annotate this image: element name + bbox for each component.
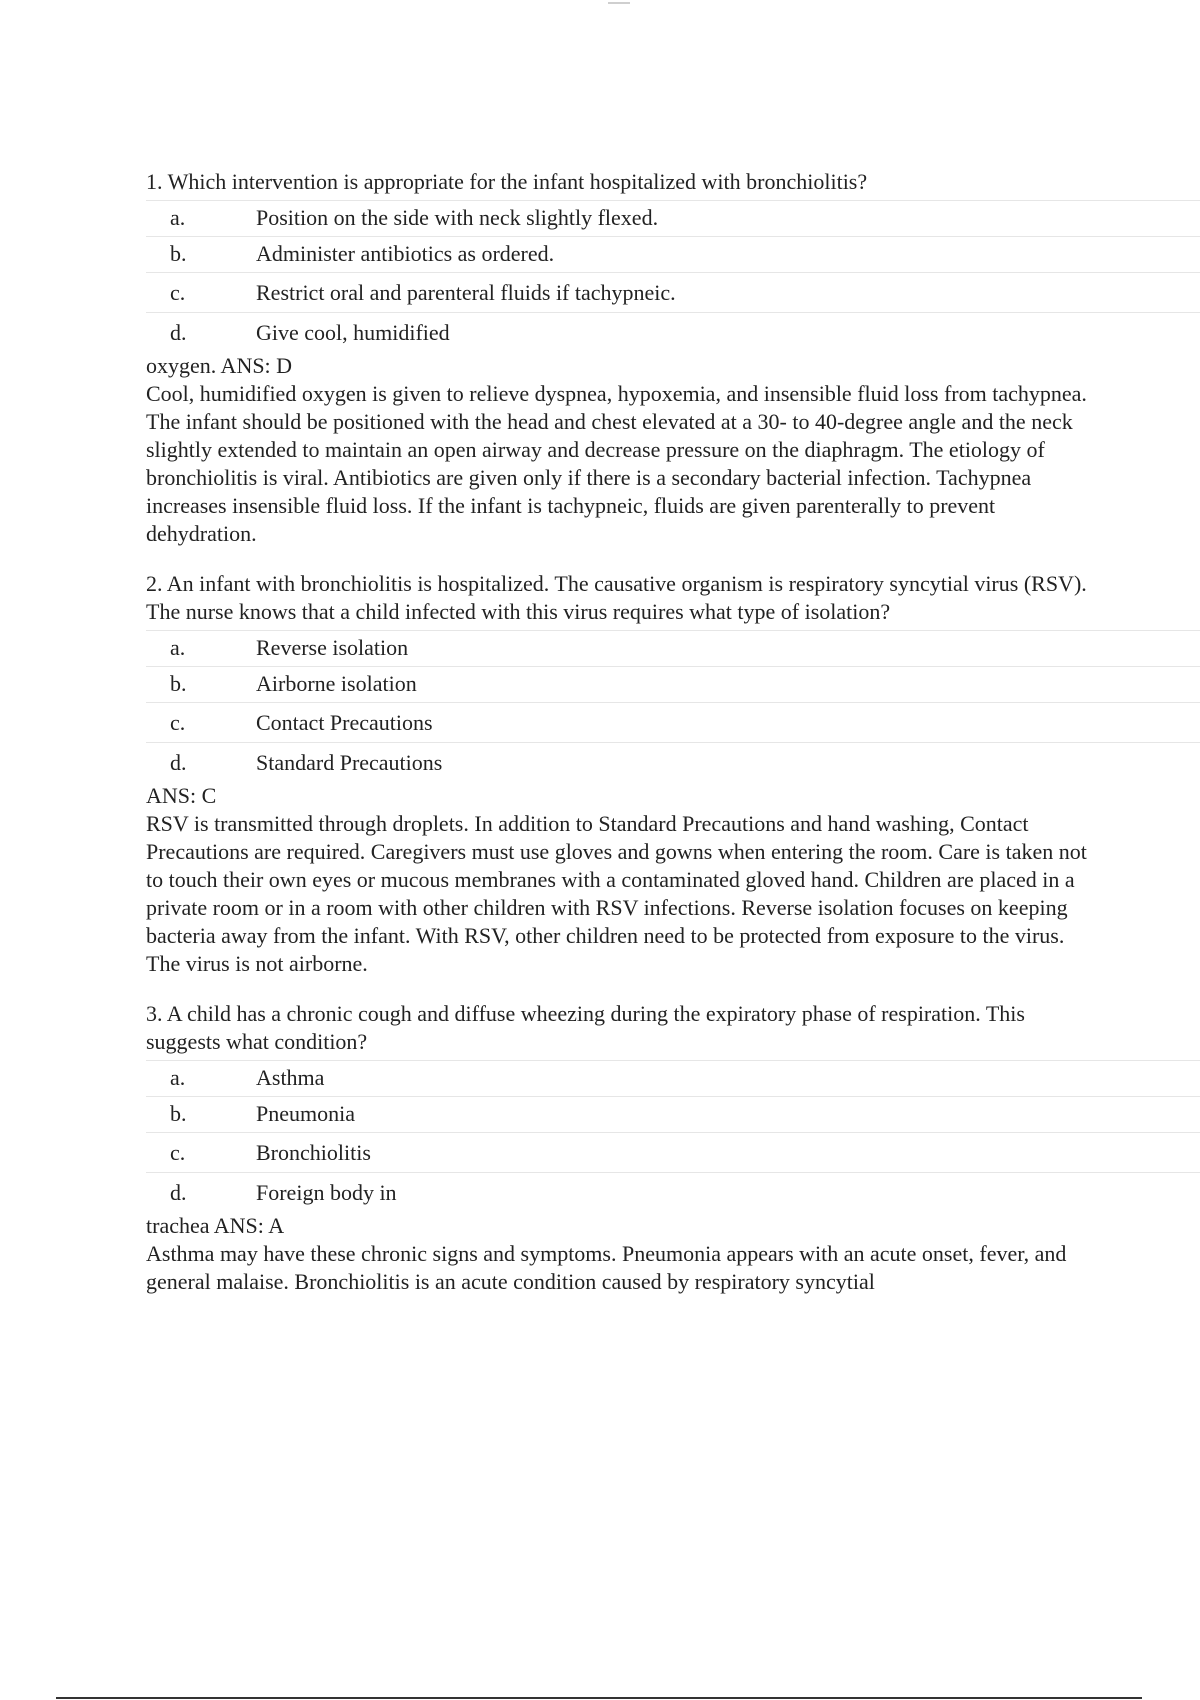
question-stem: 2. An infant with bronchiolitis is hospitalized. The causative organism is respiratory syncytial virus (RSV). The nurse knows that a child infected with this virus requires what type of isolation?	[146, 571, 1087, 624]
rationale: RSV is transmitted through droplets. In addition to Standard Precautions and hand washing, Contact Precautions are required. Caregivers must use gloves and gowns when entering the room. Care is taken not to touch their own eyes or mucous membranes with a contaminated gloved hand. Children are placed in a private room or in a room with other children with RSV infections. Reverse isolation focuses on keeping bacteria away from the infant. With RSV, other children need to be protected from exposure to the virus. The virus is not airborne.	[146, 811, 1087, 976]
rationale: Asthma may have these chronic signs and symptoms. Pneumonia appears with an acute onset, fever, and general malaise. Bronchiolitis is an acute condition caused by respiratory syncytial	[146, 1241, 1067, 1294]
option-text: Standard Precautions	[256, 750, 443, 775]
option-c	[146, 702, 1200, 742]
option-text: Give cool, humidified	[256, 320, 450, 345]
option-text: Administer antibiotics as ordered.	[256, 241, 555, 266]
question-stem: 1. Which intervention is appropriate for the infant hospitalized with bronchiolitis?	[146, 169, 868, 194]
rationale: Cool, humidified oxygen is given to relieve dyspnea, hypoxemia, and insensible fluid loss from tachypnea. The infant should be positioned with the head and chest elevated at a 30- to 40-degree angle and the neck slightly extended to maintain an open airway and decrease pressure on the diaphragm. The etiology of bronchiolitis is viral. Antibiotics are given only if there is a secondary bacterial infection. Tachypnea increases insensible fluid loss. If the infant is tachypneic, fluids are given parenterally to prevent dehydration.	[146, 381, 1087, 546]
answer-key: ANS: C	[146, 783, 217, 808]
option-letter: d.	[170, 1180, 187, 1205]
answer-options	[146, 200, 1200, 352]
option-d	[146, 312, 1200, 352]
option-b	[146, 666, 1200, 702]
option-text: Foreign body in	[256, 1180, 397, 1205]
option-letter: b.	[170, 1101, 187, 1126]
option-text: Contact Precautions	[256, 710, 433, 735]
option-letter: c.	[170, 1140, 186, 1165]
option-b	[146, 236, 1200, 272]
question-3	[146, 1000, 1200, 1296]
option-text: Bronchiolitis	[256, 1140, 371, 1165]
question-2	[146, 570, 1200, 978]
option-text: Asthma	[256, 1065, 325, 1090]
option-letter: b.	[170, 671, 187, 696]
answer-options	[146, 630, 1200, 782]
option-letter: a.	[170, 635, 186, 660]
answer-key: trachea ANS: A	[146, 1213, 285, 1238]
option-b	[146, 1096, 1200, 1132]
answer-key: oxygen. ANS: D	[146, 353, 293, 378]
option-text: Restrict oral and parenteral fluids if tachypneic.	[256, 280, 676, 305]
option-text: Position on the side with neck slightly flexed.	[256, 205, 659, 230]
document-page	[146, 168, 1200, 1318]
option-a	[146, 1060, 1200, 1096]
option-d	[146, 1172, 1200, 1212]
option-letter: a.	[170, 1065, 186, 1090]
option-letter: b.	[170, 241, 187, 266]
option-c	[146, 272, 1200, 312]
option-letter: c.	[170, 280, 186, 305]
bottom-rule	[56, 1697, 1142, 1699]
option-a	[146, 200, 1200, 236]
option-text: Reverse isolation	[256, 635, 409, 660]
option-text: Airborne isolation	[256, 671, 417, 696]
option-letter: d.	[170, 750, 187, 775]
answer-options	[146, 1060, 1200, 1212]
option-d	[146, 742, 1200, 782]
option-letter: c.	[170, 710, 186, 735]
option-a	[146, 630, 1200, 666]
option-letter: a.	[170, 205, 186, 230]
option-letter: d.	[170, 320, 187, 345]
option-c	[146, 1132, 1200, 1172]
question-stem: 3. A child has a chronic cough and diffuse wheezing during the expiratory phase of respiration. This suggests what condition?	[146, 1001, 1025, 1054]
question-1	[146, 168, 1200, 548]
top-page-mark	[608, 2, 630, 4]
option-text: Pneumonia	[256, 1101, 355, 1126]
